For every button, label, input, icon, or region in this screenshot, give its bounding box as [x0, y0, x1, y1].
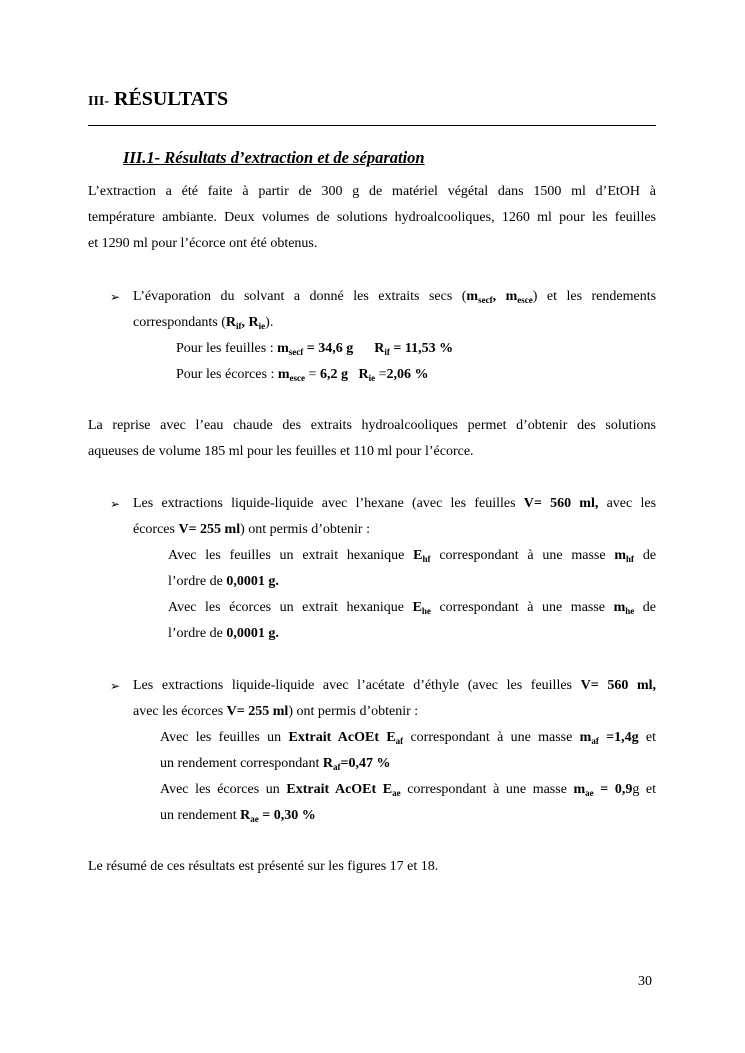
- page-number: 30: [638, 974, 652, 989]
- para1-line1: L’extraction a été faite à partir de 300 g de matériel végétal dans 1500 ml d’EtOH à: [88, 184, 656, 199]
- para1-line3: et 1290 ml pour l’écorce ont été obtenus.: [88, 236, 318, 251]
- para2-line1: La reprise avec l’eau chaude des extraits hydroalcooliques permet d’obtenir des solutions: [88, 418, 656, 433]
- bullet2-hf-line2: l’ordre de 0,0001 g.: [168, 574, 279, 589]
- arrow-bullet-icon: ➢: [110, 679, 121, 693]
- section-number: III-: [88, 94, 110, 109]
- para1-line2: température ambiante. Deux volumes de solutions hydroalcooliques, 1260 ml pour les feuilles: [88, 210, 656, 225]
- bullet3-ae-line1: Avec les écorces un Extrait AcOEt $E_{ae}$ correspondant à une masse $m_{ae} = 0,9g$ et: [160, 782, 657, 798]
- para2-line2: aqueuses de volume 185 ml pour les feuilles et 110 ml pour l’écorce.: [88, 444, 474, 459]
- bullet3-line1: Les extractions liquide-liquide avec l’acétate d’éthyle (avec les feuilles V= 560 ml,: [133, 678, 657, 693]
- section-heading: [88, 88, 228, 111]
- bullet3-line2: avec les écorces V= 255 ml) ont permis d’obtenir :: [133, 704, 419, 719]
- subsection-heading: III.1- Résultats d’extraction et de séparation: [123, 148, 425, 167]
- bullet1-line2: correspondants ($R_{if}$, $R_{ie}$).: [133, 315, 274, 331]
- bullet1-masses: ($m_{secf}$, $m_{esce}$): [461, 289, 538, 305]
- section-title: RÉSULTATS: [114, 88, 229, 110]
- heading-rule: [88, 125, 656, 126]
- bullet2-he-line2: l’ordre de 0,0001 g.: [168, 626, 279, 641]
- bullet2-line2: écorces V= 255 ml) ont permis d’obtenir :: [133, 522, 370, 537]
- bullet3-af-line2: un rendement correspondant $R_{af}=0,47$ %: [160, 756, 391, 772]
- bullet2-hf-line1: Avec les feuilles un extrait hexanique $E_{hf}$ correspondant à une masse $m_{hf}$ de: [168, 548, 657, 564]
- bullet1-line1: L’évaporation du solvant a donné les extraits secs ($m_{secf}$, $m_{esce}$) et les rendements: [133, 289, 657, 305]
- bullet2-line1: Les extractions liquide-liquide avec l’hexane (avec les feuilles V= 560 ml, avec les: [133, 496, 657, 511]
- bullet2-he-line1: Avec les écorces un extrait hexanique $E_{he}$ correspondant à une masse $m_{he}$ de: [168, 600, 657, 616]
- bullet1-ecorces-result: Pour les écorces : $m_{esce} = 6,2$ g $R_{ie} =2,06$ %: [176, 367, 429, 383]
- arrow-bullet-icon: ➢: [110, 290, 121, 304]
- arrow-bullet-icon: ➢: [110, 497, 121, 511]
- bullet1-feuilles-result: Pour les feuilles : $m_{secf} = 34,6$ g $R_{if} = 11,53$ %: [176, 341, 454, 357]
- bullet3-ae-line2: un rendement $R_{ae} = 0,30$ %: [160, 808, 316, 824]
- summary-text: Le résumé de ces résultats est présenté sur les figures 17 et 18.: [88, 859, 439, 874]
- bullet3-af-line1: Avec les feuilles un Extrait AcOEt $E_{af}$ correspondant à une masse $m_{af} =1,4g$ et: [160, 730, 657, 746]
